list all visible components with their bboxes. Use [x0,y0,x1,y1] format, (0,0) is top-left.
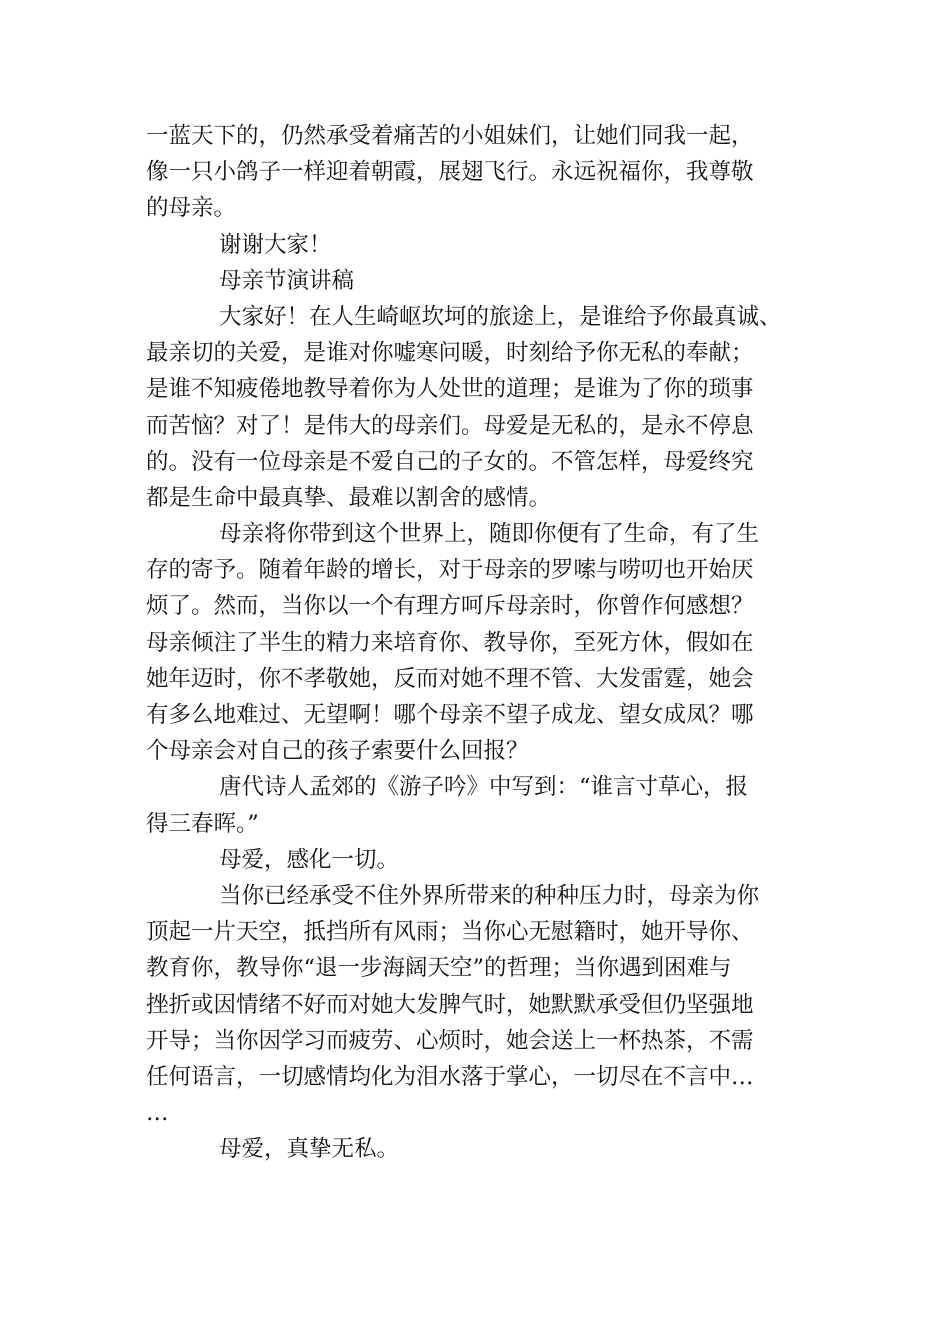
paragraph-start: 大家好！在人生崎岖坎坷的旅途上，是谁给予你最真诚、 [219,303,782,330]
text-line: 存的寄予。随着年龄的增长，对于母亲的罗嗦与唠叨也开始厌 [146,557,754,584]
text-line: 她年迈时，你不孝敬她，反而对她不理不管、大发雷霆，她会 [146,665,754,692]
text-line: 个母亲会对自己的孩子索要什么回报？ [146,738,529,765]
paragraph-start: 当你已经承受不住外界所带来的种种压力时，母亲为你 [219,882,760,909]
text-line: 顶起一片天空，抵挡所有风雨；当你心无慰籍时，她开导你、 [146,919,754,946]
paragraph-start: 母亲将你带到这个世界上，随即你便有了生命，有了生 [219,521,760,548]
text-line: … [146,1100,169,1127]
paragraph-start: 母爱，真挚无私。 [219,1136,400,1163]
text-line: 都是生命中最真挚、最难以割舍的感情。 [146,484,552,511]
text-line: 的母亲。 [146,195,237,222]
text-line: 得三春晖。” [146,810,259,837]
text-line: 烦了。然而，当你以一个有理方呵斥母亲时，你曾作何感想？ [146,593,754,620]
text-line: 是谁不知疲倦地教导着你为人处世的道理；是谁为了你的琐事 [146,376,754,403]
paragraph-start: 母爱，感化一切。 [219,846,400,873]
text-line: 像一只小鸽子一样迎着朝霞，展翅飞行。永远祝福你，我尊敬 [146,159,754,186]
paragraph-start: 谢谢大家！ [219,231,332,258]
text-line: 的。没有一位母亲是不爱自己的子女的。不管怎样，母爱终究 [146,448,754,475]
paragraph-start: 唐代诗人孟郊的《游子吟》中写到：“谁言寸草心，报 [219,774,749,801]
section-title: 母亲节演讲稿 [219,267,355,294]
text-line: 教育你，教导你“退一步海阔天空”的哲理；当你遇到困难与 [146,955,732,982]
document-page [146,118,806,1167]
text-line: 母亲倾注了半生的精力来培育你、教导你，至死方休，假如在 [146,629,754,656]
text-line: 一蓝天下的，仍然承受着痛苦的小姐妹们，让她们同我一起， [146,123,754,149]
text-line: 而苦恼？对了！是伟大的母亲们。母爱是无私的，是永不停息 [146,412,754,439]
text-line: 最亲切的关爱，是谁对你嘘寒问暖，时刻给予你无私的奉献； [146,340,754,367]
text-line: 有多么地难过、无望啊！哪个母亲不望子成龙、望女成凤？哪 [146,702,754,728]
text-line: 开导；当你因学习而疲劳、心烦时，她会送上一杯热茶，不需 [146,1027,754,1054]
text-line: 任何语言，一切感情均化为泪水落于掌心，一切尽在不言中… [146,1063,754,1090]
text-line: 挫折或因情绪不好而对她大发脾气时，她默默承受但仍坚强地 [146,991,754,1018]
